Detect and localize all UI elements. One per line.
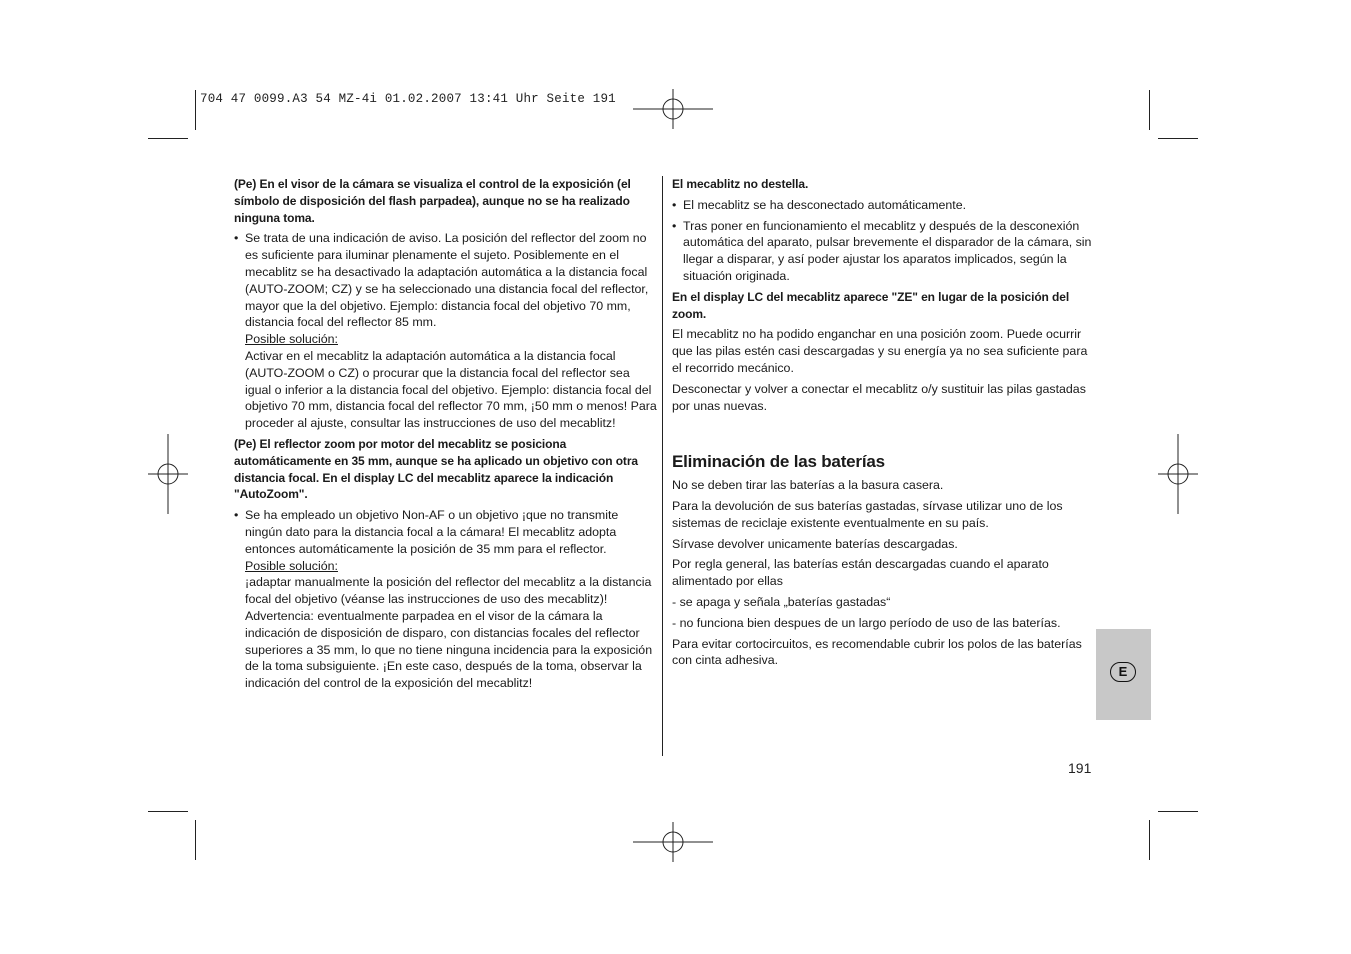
issue-heading: El mecablitz no destella. bbox=[672, 177, 809, 191]
bullet-icon: • bbox=[234, 508, 239, 523]
bullet-text: Se ha empleado un objetivo Non-AF o un objetivo ¡que no transmite ningún dato para la distancia focal a la cámara! El mecablitz adopta entonces automáticamente la posición de 35 mm para el reflector. bbox=[245, 508, 619, 556]
registration-mark-icon bbox=[1158, 434, 1198, 514]
paragraph: Para la devolución de sus baterías gastadas, sírvase utilizar uno de los sistemas de reciclaje existente eventualmente en su país. bbox=[672, 498, 1063, 530]
print-slug-line: 704 47 0099.A3 54 MZ-4i 01.02.2007 13:41 Uhr Seite 191 bbox=[200, 92, 616, 106]
paragraph: Por regla general, las baterías están descargadas cuando el aparato alimentado por ellas bbox=[672, 557, 1049, 589]
paragraph: El mecablitz no ha podido enganchar en una posición zoom. Puede ocurrir que las pilas estén casi descargadas y su energía ya no sea suficiente para el recorrido mecánico. bbox=[672, 327, 1088, 375]
dash-item: - se apaga y señala „baterías gastadas“ bbox=[672, 594, 891, 609]
paragraph: Para evitar cortocircuitos, es recomendable cubrir los polos de las baterías con cinta adhesiva. bbox=[672, 636, 1082, 668]
left-column bbox=[234, 176, 658, 696]
issue-heading: En el display LC del mecablitz aparece "ZE" en lugar de la posición del zoom. bbox=[672, 289, 1070, 321]
crop-mark bbox=[195, 820, 196, 860]
column-divider bbox=[662, 176, 663, 756]
crop-mark bbox=[1158, 138, 1198, 139]
bullet-icon: • bbox=[672, 197, 677, 212]
registration-mark-icon bbox=[148, 434, 188, 514]
crop-mark bbox=[195, 90, 196, 130]
crop-mark bbox=[1149, 90, 1150, 130]
dash-item: - no funciona bien despues de un largo período de uso de las baterías. bbox=[672, 615, 1061, 630]
bullet-text: Se trata de una indicación de aviso. La posición del reflector del zoom no es suficiente para iluminar plenamente el sujeto. Posiblemente en el mecablitz se ha desactivado la adaptación automática a la distancia focal (AUTO-ZOOM; CZ) y se ha seleccionado una distancia focal del reflector, mayor que la del objetivo. Ejemplo: distancia focal del objetivo 70 mm, distancia focal del reflector 85 mm. bbox=[245, 231, 649, 330]
section-title: Eliminación de las baterías bbox=[672, 452, 885, 472]
bullet-icon: • bbox=[234, 231, 239, 246]
crop-mark bbox=[1149, 820, 1150, 860]
solution-text: ¡adaptar manualmente la posición del reflector del mecablitz a la distancia focal del objetivo (véanse las instrucciones de uso des mecablitz)! bbox=[245, 575, 652, 607]
solution-text: Activar en el mecablitz la adaptación automática a la distancia focal (AUTO-ZOOM o CZ) o procurar que la distancia focal del reflector sea igual o inferior a la distancia focal del objetivo. Ejemplo: distancia focal del objetivo 70 mm, distancia focal del reflector 70 mm, ¡50 mm o menos! Para proceder al ajuste, consultar las instrucciones de uso del mecablitz! bbox=[245, 348, 657, 431]
issue-heading: (Pe) En el visor de la cámara se visualiza el control de la exposición (el símbolo de disposición del flash parpadea), aunque no se ha realizado ninguna toma. bbox=[234, 177, 631, 225]
crop-mark bbox=[148, 138, 188, 139]
issue-heading: (Pe) El reflector zoom por motor del mecablitz se posiciona automáticamente en 35 mm, aunque se ha aplicado un objetivo con otra distancia focal. En el display LC del mecablitz aparece la indicación "AutoZoom". bbox=[234, 436, 638, 502]
bullet-item bbox=[672, 197, 1096, 214]
crop-mark bbox=[148, 811, 188, 812]
registration-mark-icon bbox=[633, 822, 713, 862]
bullet-text: Tras poner en funcionamiento el mecablitz y después de la desconexión automática del aparato, pulsar brevemente el disparador de la cámara, sin llegar a disparar, y así poder ajustar los aparatos implicados, según la situación originada. bbox=[683, 218, 1092, 283]
registration-mark-icon bbox=[633, 89, 713, 129]
language-badge: E bbox=[1110, 662, 1136, 682]
bullet-item bbox=[234, 507, 658, 692]
page-number: 191 bbox=[1068, 760, 1092, 776]
paragraph: Sírvase devolver unicamente baterías descargadas. bbox=[672, 536, 958, 551]
bullet-icon: • bbox=[672, 218, 677, 233]
paragraph: No se deben tirar las baterías a la basura casera. bbox=[672, 478, 944, 493]
crop-mark bbox=[1158, 811, 1198, 812]
bullet-text: El mecablitz se ha desconectado automáticamente. bbox=[683, 197, 967, 212]
warning-text: Advertencia: eventualmente parpadea en el visor de la cámara la indicación de disposición de disparo, con distancias focales del reflector superiores a 35 mm, lo que no tiene ninguna incidencia para la exposición de la toma subsiguiente. ¡En este caso, después de la toma, observar la indicación del control de la exposición del mecablitz! bbox=[245, 608, 653, 691]
right-column bbox=[672, 176, 1096, 673]
solution-label: Posible solución: bbox=[245, 332, 338, 347]
bullet-item bbox=[234, 230, 658, 432]
paragraph: Desconectar y volver a conectar el mecablitz o/y sustituir las pilas gastadas por unas nuevas. bbox=[672, 381, 1086, 413]
bullet-item bbox=[672, 218, 1096, 285]
solution-label: Posible solución: bbox=[245, 558, 338, 573]
language-tab bbox=[1096, 629, 1151, 720]
